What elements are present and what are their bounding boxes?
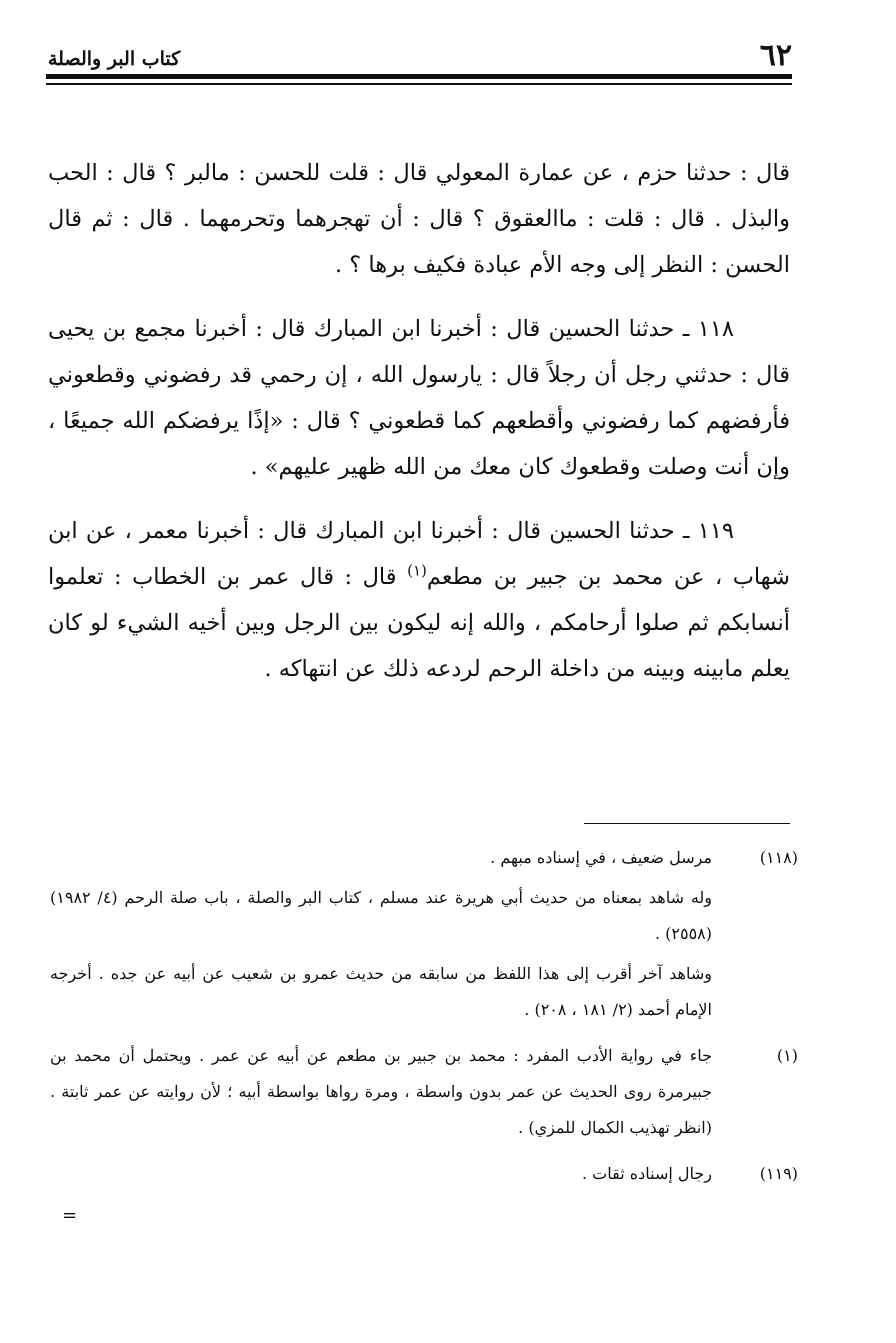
header-rule-thin [46, 83, 792, 85]
paragraph-hadith-118: ١١٨ ـ حدثنا الحسين قال : أخبرنا ابن المبارك قال : أخبرنا مجمع بن يحيى قال : حدثني رجل أن رجلاً قال : يارسول الله ، إن رحمي قد رفضوني وقطعوني فأرفضهم كما رفضوني وأقطعهم كما قطعوني ؟ قال : «إذًا يرفضكم الله جميعًا ، وإن أنت وصلت وقطعوك كان معك من الله ظهير عليهم» . [48, 316, 790, 480]
footnote-line: مرسل ضعيف ، في إسناده مبهم . [490, 848, 712, 867]
page-header [48, 34, 792, 74]
footnote-separator [584, 823, 790, 824]
footnote-label: (١١٨) [759, 848, 798, 867]
footnote-line: وله شاهد بمعناه من حديث أبي هريرة عند مسلم ، كتاب البر والصلة ، باب صلة الرحم (٤/ ١٩٨٢) (٢٥٥٨) . [50, 888, 712, 943]
paragraph-hadith-119 [48, 508, 790, 692]
main-text [48, 150, 790, 692]
page-number: ٦٢ [759, 38, 792, 73]
footnote-marker: (١) [407, 561, 427, 580]
running-title: كتاب البر والصلة [48, 48, 181, 70]
hadith-119-text-end: قال : قال عمر بن الخطاب : تعلموا أنسابكم ثم صلوا أرحامكم ، والله إنه ليكون بين الرجل وبين أخيه الشيء لو كان يعلم مابينه وبينه من داخلة الرحم لردعه ذلك عن انتهاكه . [48, 564, 790, 682]
footnote-label: (١١٩) [759, 1164, 798, 1183]
page-end-mark: = [62, 1205, 78, 1226]
footnote-1 [50, 1038, 798, 1150]
footnote-line: رجال إسناده ثقات . [581, 1164, 712, 1183]
footnote-body [50, 840, 712, 1032]
footnote-label: (١) [776, 1046, 798, 1065]
footnotes [50, 840, 798, 1202]
footnote-body [50, 1156, 712, 1196]
footnote-line: جاء في رواية الأدب المفرد : محمد بن جبير بن مطعم عن أبيه عن عمر . ويحتمل أن محمد بن جبيرمرة روى الحديث عن عمر بدون واسطة ، ومرة رواها بواسطة أبيه ؛ لأن روايته عن عمر ثابتة . (انظر تهذيب الكمال للمزي) . [50, 1046, 712, 1137]
hadith-119-text-start: ١١٩ ـ حدثنا الحسين قال : أخبرنا ابن المبارك قال : أخبرنا معمر ، عن ابن شهاب ، عن محمد بن جبير بن مطعم [48, 518, 791, 590]
header-rule-thick [46, 74, 792, 79]
footnote-line: وشاهد آخر أقرب إلى هذا اللفظ من سابقه من حديث عمرو بن شعيب عن أبيه عن جده . أخرجه الإمام أحمد (٢/ ١٨١ ، ٢٠٨) . [50, 964, 712, 1019]
footnote-body [50, 1038, 712, 1150]
footnote-118 [50, 840, 798, 1032]
footnote-119 [50, 1156, 798, 1196]
paragraph-narration: قال : حدثنا حزم ، عن عمارة المعولي قال : قلت للحسن : مالبر ؟ قال : الحب والبذل . قال : قلت : ماالعقوق ؟ قال : أن تهجرهما وتحرمهما . قال : ثم قال الحسن : النظر إلى وجه الأم عبادة فكيف برها ؟ . [48, 160, 790, 278]
